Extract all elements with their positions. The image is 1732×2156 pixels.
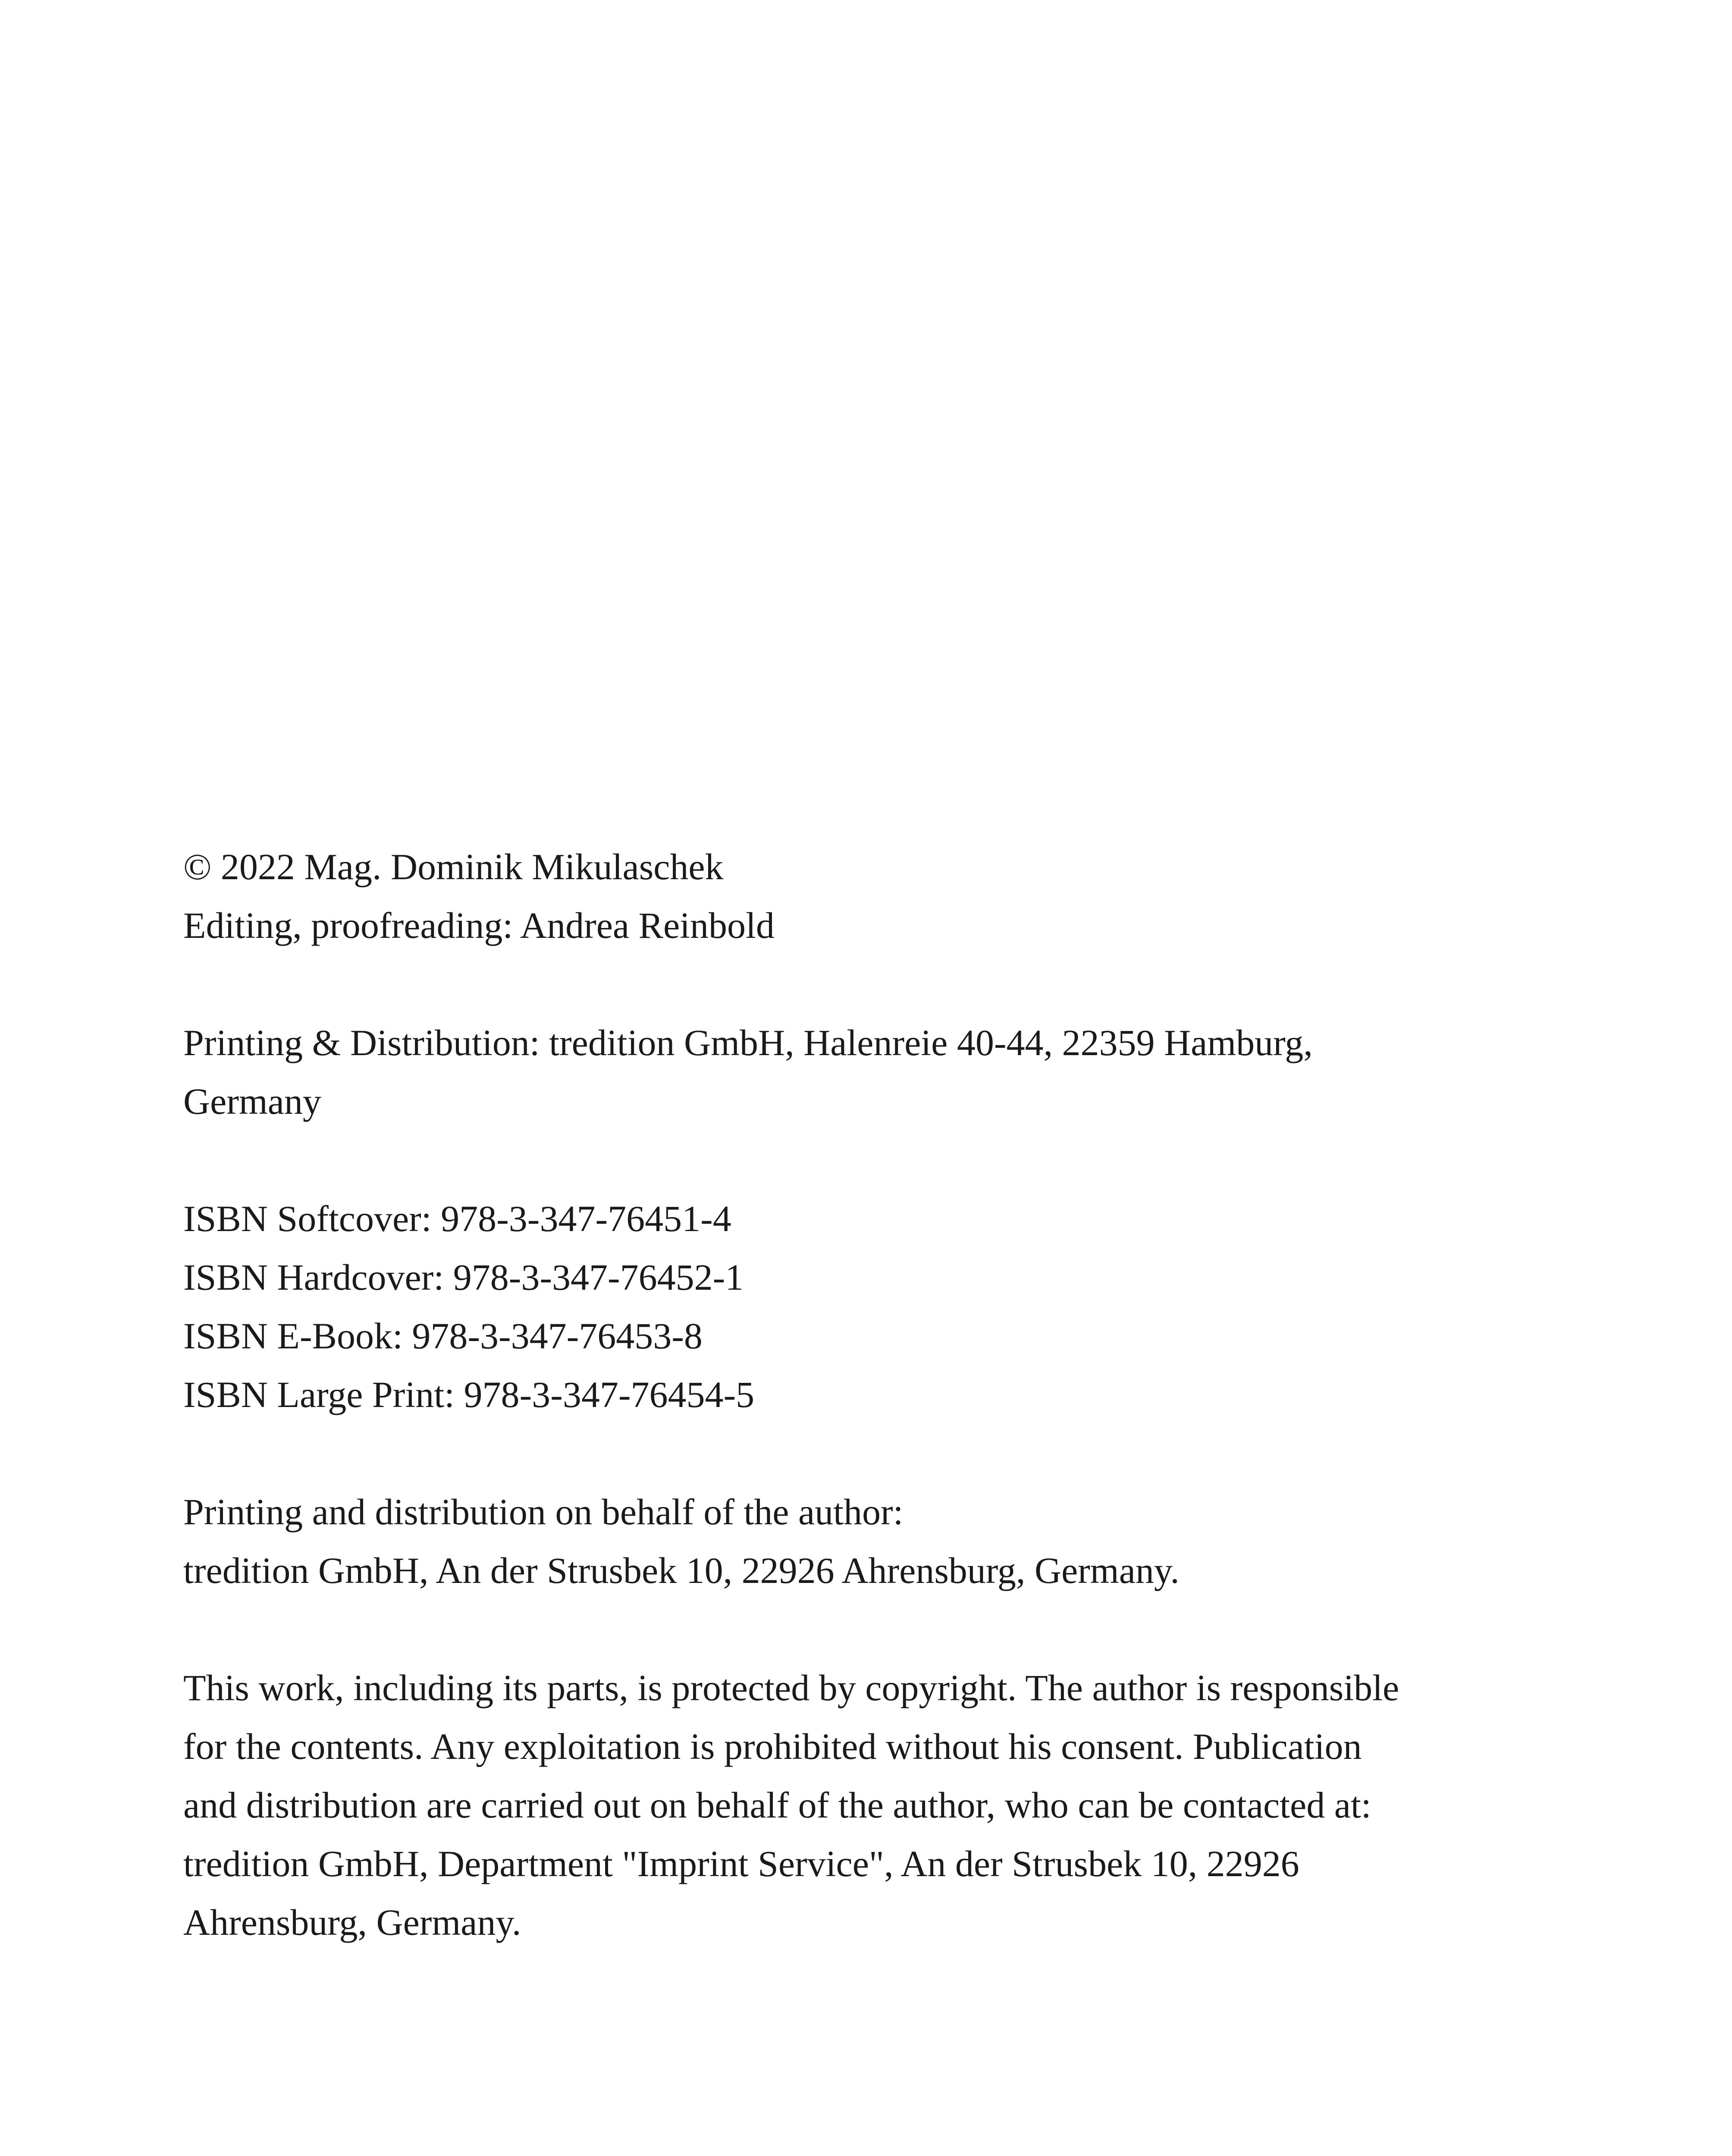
editing-credit-line: Editing, proofreading: Andrea Reinbold bbox=[183, 905, 775, 946]
behalf-address-line: tredition GmbH, An der Strusbek 10, 22926 Ahrensburg, Germany. bbox=[183, 1550, 1180, 1591]
isbn-softcover: ISBN Softcover: 978-3-347-76451-4 bbox=[183, 1198, 731, 1239]
spacer bbox=[183, 1131, 1535, 1189]
spacer bbox=[183, 955, 1535, 1013]
behalf-block bbox=[183, 1482, 1535, 1600]
spacer bbox=[183, 1600, 1535, 1658]
notice-line: for the contents. Any exploitation is prohibited without his consent. Publication bbox=[183, 1726, 1362, 1767]
notice-line: tredition GmbH, Department "Imprint Service", An der Strusbek 10, 22926 bbox=[183, 1843, 1299, 1884]
behalf-intro-line: Printing and distribution on behalf of the author: bbox=[183, 1491, 904, 1532]
printing-distribution-line: Printing & Distribution: tredition GmbH, Halenreie 40-44, 22359 Hamburg, bbox=[183, 1022, 1313, 1063]
printing-distribution-country: Germany bbox=[183, 1081, 321, 1122]
copyright-block bbox=[183, 837, 1535, 955]
spacer bbox=[183, 1424, 1535, 1482]
isbn-block bbox=[183, 1189, 1535, 1424]
copyright-line: © 2022 Mag. Dominik Mikulaschek bbox=[183, 846, 724, 887]
notice-line: This work, including its parts, is protected by copyright. The author is responsible bbox=[183, 1667, 1399, 1708]
printing-block bbox=[183, 1013, 1535, 1131]
notice-line: Ahrensburg, Germany. bbox=[183, 1902, 521, 1943]
copyright-notice bbox=[183, 1658, 1535, 1952]
notice-line: and distribution are carried out on behalf of the author, who can be contacted at: bbox=[183, 1784, 1371, 1826]
isbn-large-print: ISBN Large Print: 978-3-347-76454-5 bbox=[183, 1374, 755, 1415]
isbn-ebook: ISBN E-Book: 978-3-347-76453-8 bbox=[183, 1315, 703, 1357]
isbn-hardcover: ISBN Hardcover: 978-3-347-76452-1 bbox=[183, 1257, 744, 1298]
imprint-content bbox=[183, 837, 1535, 1952]
